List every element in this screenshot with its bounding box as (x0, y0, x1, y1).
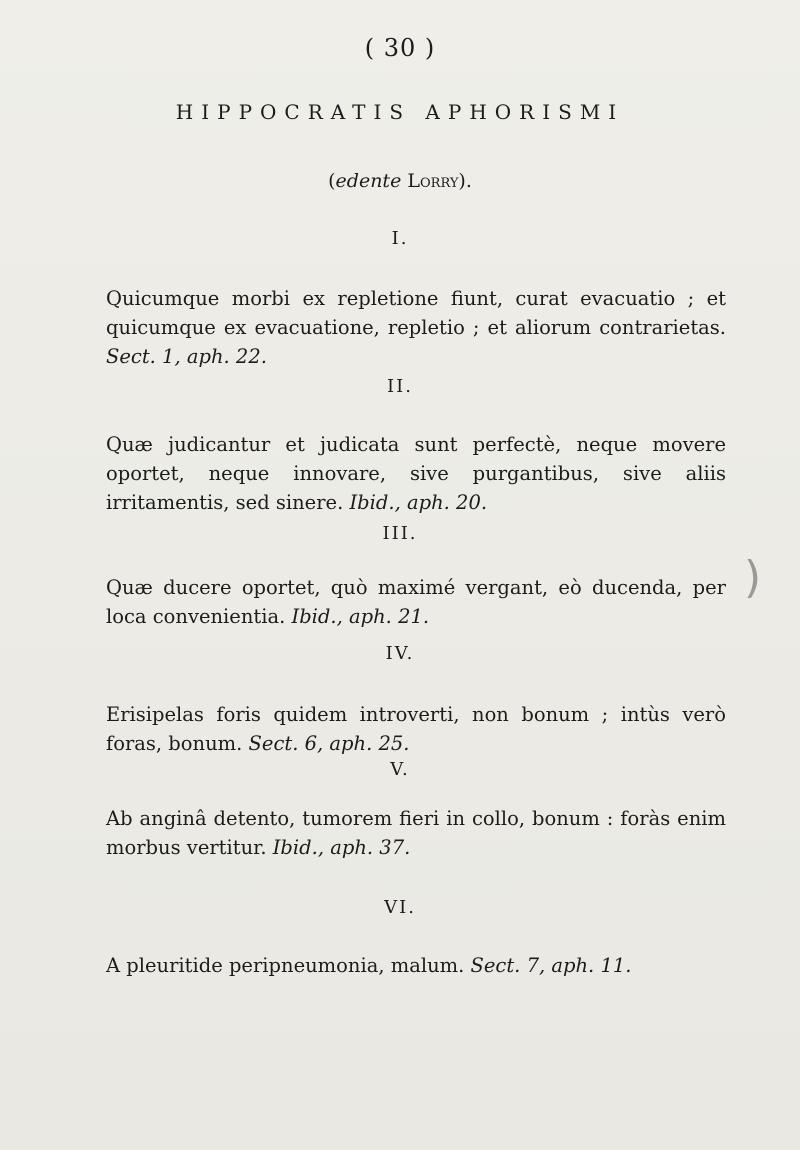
aphorism-body: Ab anginâ detento, tumorem fieri in collo, bonum : foràs enim morbus vertitur. (106, 807, 726, 859)
aphorism-numeral-6: VI. (384, 897, 416, 918)
page-title: HIPPOCRATIS APHORISMI (175, 100, 625, 124)
aphorism-body: A pleuritide peripneumonia, malum. (106, 954, 471, 977)
aphorism-body: Quæ judicantur et judicata sunt perfectè, neque movere oportet, neque innovare, sive purgantibus, sive aliis irritamentis, sed sinere. (106, 433, 726, 514)
aphorism-text-5 (106, 804, 726, 862)
aphorism-numeral-4: IV. (385, 643, 415, 664)
aphorism-reference: Ibid., aph. 21. (291, 605, 430, 628)
aphorism-body: Erisipelas foris quidem introverti, non bonum ; intùs verò foras, bonum. (106, 703, 726, 755)
editor-suffix: ). (458, 170, 472, 192)
aphorism-reference: Sect. 7, aph. 11. (470, 954, 632, 977)
editor-italic: edente (335, 170, 402, 192)
aphorism-reference: Ibid., aph. 37. (272, 836, 411, 859)
aphorism-numeral-1: I. (391, 228, 409, 249)
aphorism-reference: Ibid., aph. 20. (349, 491, 488, 514)
aphorism-text-1 (106, 284, 726, 371)
aphorism-reference: Sect. 6, aph. 25. (248, 732, 410, 755)
editor-line (0, 170, 800, 192)
margin-bracket: ) (744, 552, 762, 603)
page-number: ( 30 ) (364, 34, 436, 62)
aphorism-numeral-5: V. (390, 759, 410, 780)
aphorism-numeral-3: III. (382, 523, 418, 544)
aphorism-text-2 (106, 430, 726, 517)
aphorism-body: Quicumque morbi ex repletione fiunt, curat evacuatio ; et quicumque ex evacuatione, repletio ; et aliorum contrarietas. (106, 287, 726, 339)
aphorism-numeral-2: II. (387, 376, 413, 397)
aphorism-text-6 (106, 951, 726, 980)
aphorism-reference: Sect. 1, aph. 22. (106, 345, 267, 368)
editor-prefix: ( (328, 170, 336, 192)
aphorism-text-4 (106, 700, 726, 758)
editor-name: Lorry (407, 170, 459, 192)
aphorism-body: Quæ ducere oportet, quò maximé vergant, eò ducenda, per loca convenientia. (106, 576, 726, 628)
aphorism-text-3 (106, 573, 726, 631)
